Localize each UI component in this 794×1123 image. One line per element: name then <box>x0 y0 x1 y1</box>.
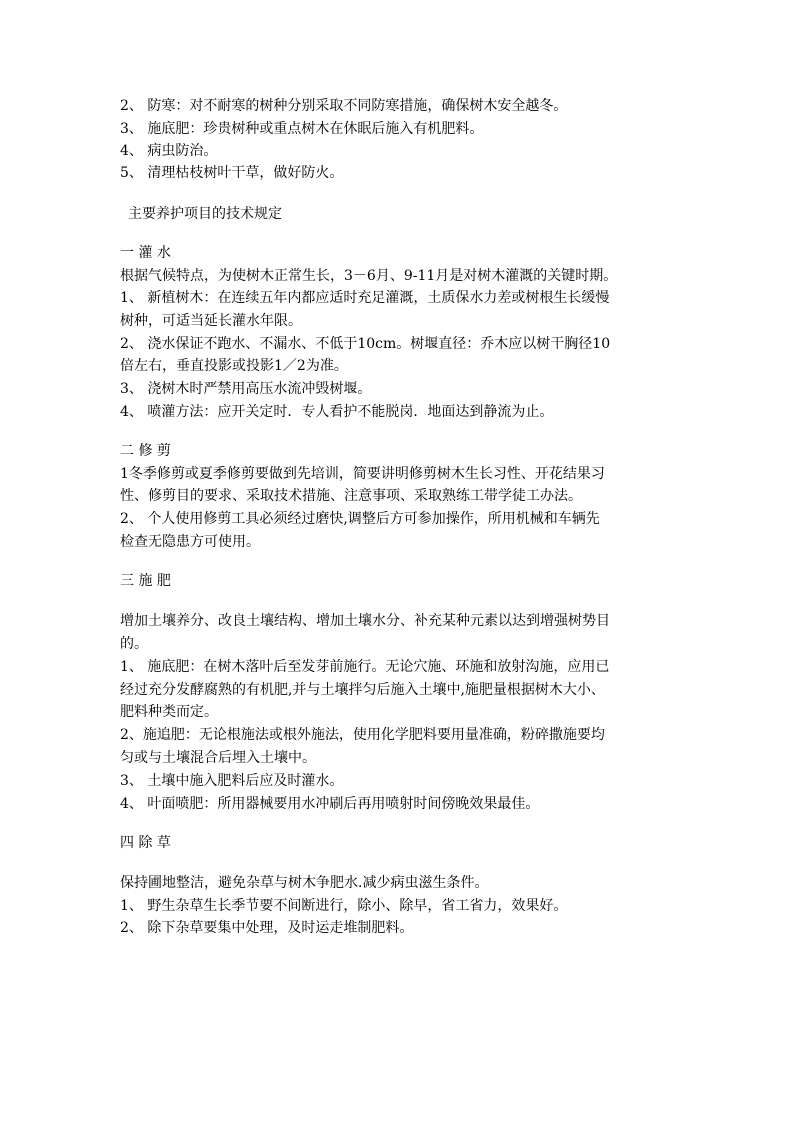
paragraph-line: 检查无隐患方可使用。 <box>120 534 260 550</box>
paragraph-line: 树种，可适当延长灌水年限。 <box>120 313 302 329</box>
heading-fertilizing: 三 施 肥 <box>120 573 171 589</box>
paragraph-line: 肥料种类而定。 <box>120 704 218 720</box>
paragraph-line: 匀或与土壤混合后埋入土壤中。 <box>120 750 316 766</box>
care-item-3: 3、 施底肥：珍贵树种或重点树木在休眠后施入有机肥料。 <box>120 121 484 137</box>
paragraph-line: 2、 浇水保证不跑水、不漏水、不低于10cm。树堰直径：乔木应以树干胸径10 <box>120 336 611 352</box>
paragraph-line: 3、 浇树木时严禁用高压水流冲毁树堰。 <box>120 381 372 397</box>
heading-pruning: 二 修 剪 <box>120 443 171 459</box>
paragraph-line: 增加土壤养分、改良土壤结构、增加土壤水分、补充某种元素以达到增强树势目 <box>120 613 610 629</box>
paragraph-line: 1、 野生杂草生长季节要不间断进行，除小、除早，省工省力，效果好。 <box>120 898 568 914</box>
paragraph-line: 4、 喷灌方法：应开关定时．专人看护不能脱岗．地面达到静流为止。 <box>120 404 554 420</box>
heading-weeding: 四 除 草 <box>120 835 171 851</box>
heading-irrigation: 一 灌 水 <box>120 245 171 261</box>
paragraph-line: 2、施追肥：无论根施法或根外施法，使用化学肥料要用量准确，粉碎撒施要均 <box>120 727 605 743</box>
paragraph-line: 倍左右，垂直投影或投影1／2为准。 <box>120 358 348 374</box>
care-item-5: 5、 清理枯枝树叶干草，做好防火。 <box>120 165 344 181</box>
care-item-4: 4、 病虫防治。 <box>120 143 218 159</box>
paragraph-line: 1、 施底肥：在树木落叶后至发芽前施行。无论穴施、环施和放射沟施，应用已 <box>120 659 610 675</box>
paragraph-line: 经过充分发酵腐熟的有机肥,并与土壤拌匀后施入土壤中,施肥量根据树木大小、 <box>120 682 605 698</box>
care-item-2: 2、 防寒：对不耐寒的树种分别采取不同防寒措施，确保树木安全越冬。 <box>120 98 568 114</box>
paragraph-line: 根据气候特点，为使树木正常生长，3－6月、9-11月是对树木灌溉的关键时期。 <box>120 268 618 284</box>
paragraph-line: 的。 <box>120 636 148 652</box>
paragraph-line: 4、 叶面喷肥：所用器械要用水冲刷后再用喷射时间傍晚效果最佳。 <box>120 796 540 812</box>
paragraph-line: 2、 除下杂草要集中处理，及时运走堆制肥料。 <box>120 920 414 936</box>
paragraph-line: 1冬季修剪或夏季修剪要做到先培训，简要讲明修剪树木生长习性、开花结果习 <box>120 466 605 482</box>
paragraph-line: 2、 个人使用修剪工具必须经过磨快,调整后方可参加操作，所用机械和车辆先 <box>120 511 600 527</box>
paragraph-line: 1、 新植树木：在连续五年内都应适时充足灌溉，土质保水力差或树根生长缓慢 <box>120 290 610 306</box>
paragraph-line: 3、 土壤中施入肥料后应及时灌水。 <box>120 773 344 789</box>
paragraph-line: 性、修剪目的要求、采取技术措施、注意事项、采取熟练工带学徒工办法。 <box>120 488 582 504</box>
paragraph-line: 保持圃地整洁，避免杂草与树木争肥水.减少病虫滋生条件。 <box>120 875 489 891</box>
section-title: 主要养护项目的技术规定 <box>128 206 282 222</box>
